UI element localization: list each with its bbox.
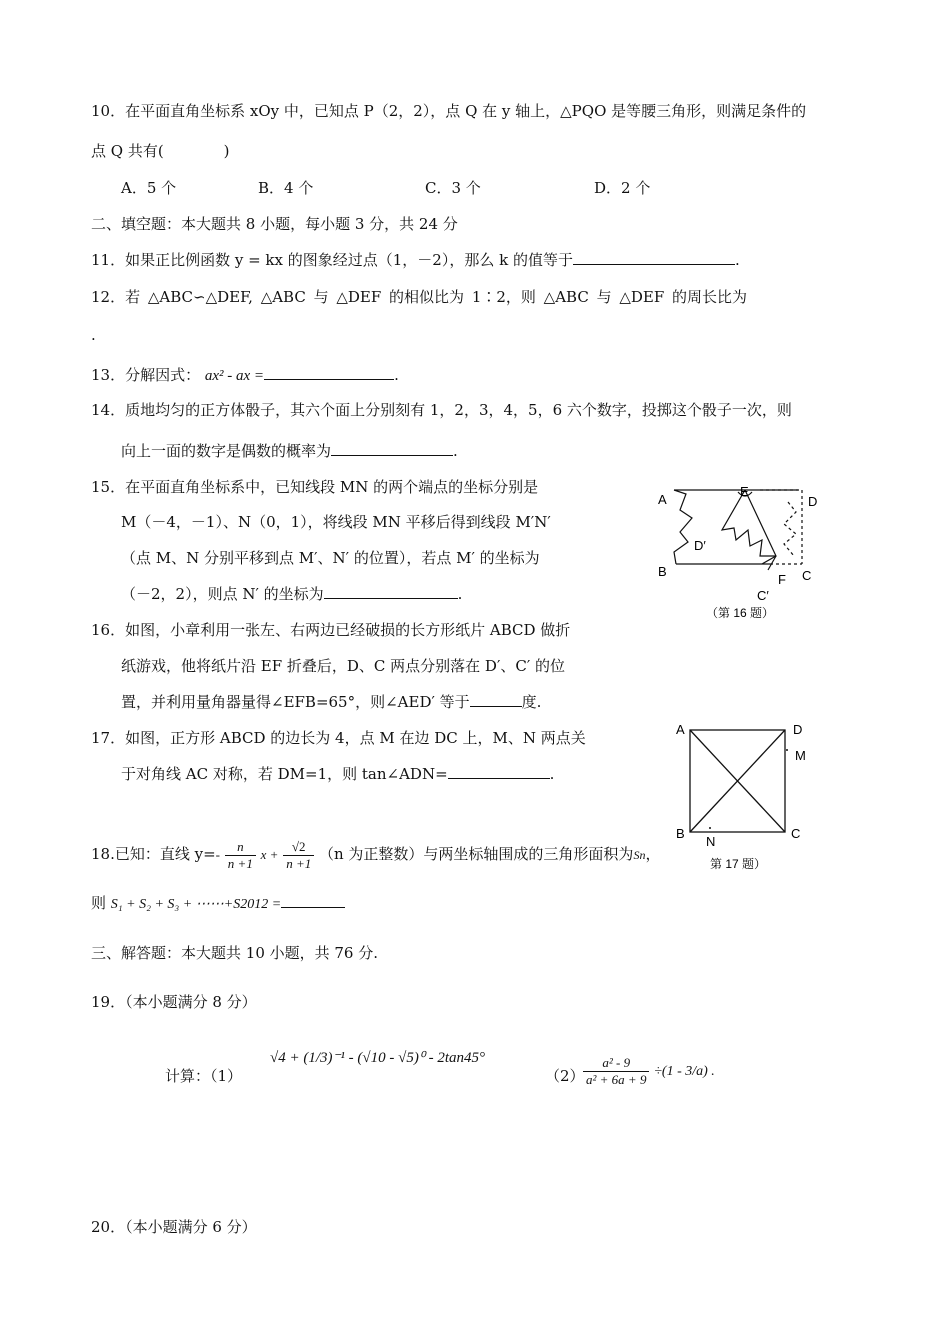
q18-line1 <box>91 836 660 876</box>
q10-line2: 点 Q 共有( ) <box>91 142 230 160</box>
fig16-dashed-torn <box>784 502 796 556</box>
q19-part2-label: （2） <box>545 1067 585 1085</box>
q19-fraction <box>583 1055 649 1088</box>
q18-fraction-1 <box>225 839 256 872</box>
q11-answer-blank[interactable] <box>573 250 735 265</box>
fig17-label-d: D <box>793 722 803 737</box>
q18-frac2-num: √2 <box>283 839 314 856</box>
q10-option-c: C．3 个 <box>425 179 481 197</box>
q15-line3: （点 M、N 分别平移到点 M′、N′ 的位置），若点 M′ 的坐标为 <box>121 549 540 567</box>
q18-sn: Sn <box>633 848 646 862</box>
q15-line2: M（－4，－1）、N（0，1），将线段 MN 平移后得到线段 M′N′ <box>121 513 551 531</box>
q18-fraction-2 <box>283 839 314 872</box>
q19-expr2 <box>583 1050 715 1094</box>
q18-sum: S₁ + S₂ + S₃ + ⋯⋯+S2012 = <box>110 897 282 912</box>
q18-frac1-num: n <box>225 839 256 856</box>
fig16-label-a: A <box>658 492 667 507</box>
q14-end: . <box>453 442 458 460</box>
q10-line1: 10．在平面直角坐标系 xOy 中，已知点 P（2，2），点 Q 在 y 轴上，△PQO 是等腰三角形，则满足条件的 <box>91 102 807 120</box>
q18-lead: 18.已知：直线 y= <box>91 845 216 863</box>
fig16-label-dprime: D′ <box>694 538 706 553</box>
q17-line2 <box>121 764 554 784</box>
fig17-label-n: N <box>706 834 716 849</box>
q18-line2-lead: 则 <box>91 894 107 912</box>
q18-comma: ， <box>645 845 661 863</box>
section3-heading: 三、解答题：本大题共 10 小题，共 76 分. <box>91 944 379 962</box>
figure-16 <box>650 480 830 625</box>
q15-answer-blank[interactable] <box>324 584 458 599</box>
q20-title: 20．（本小题满分 6 分） <box>91 1218 257 1236</box>
q19-tail: ÷(1 - 3/a) . <box>654 1064 715 1079</box>
fig16-label-cprime: C′ <box>757 588 769 603</box>
q14-line2-text: 向上一面的数字是偶数的概率为 <box>121 442 332 460</box>
q17-line2-text: 于对角线 AC 对称，若 DM=1，则 tan∠ADN= <box>121 765 448 783</box>
q16-answer-blank[interactable] <box>470 692 522 707</box>
q18-frac1-den: n +1 <box>227 855 253 871</box>
q11 <box>91 250 740 270</box>
q13 <box>91 365 399 386</box>
q19-title: 19．（本小题满分 8 分） <box>91 993 257 1011</box>
q17-answer-blank[interactable] <box>448 764 550 779</box>
fig16-left-torn-edge <box>674 490 692 564</box>
fig16-label-e: E <box>740 484 749 499</box>
fig17-label-m: M <box>795 748 806 763</box>
q16-end: 度. <box>521 693 542 711</box>
fig17-caption: 第 17 题） <box>710 857 767 871</box>
q15-end: . <box>457 585 463 603</box>
figure-17 <box>670 716 830 874</box>
q15-line4 <box>121 584 462 604</box>
q10-option-d: D．2 个 <box>594 179 651 197</box>
q18-answer-blank[interactable] <box>281 893 345 908</box>
q12-line2: . <box>91 326 96 344</box>
q16-line3-text: 置，并利用量角器量得∠EFB=65°，则∠AED′ 等于 <box>121 693 470 711</box>
fig17-label-b: B <box>676 826 685 841</box>
q11-text: 11．如果正比例函数 y = kx 的图象经过点（1，－2），那么 k 的值等于 <box>91 251 573 269</box>
q15-line4-text: （－2，2），则点 N′ 的坐标为 <box>121 585 324 603</box>
q10-option-a: A．5 个 <box>121 179 177 197</box>
fig16-label-b: B <box>658 564 667 579</box>
q19-frac-num: a² - 9 <box>583 1055 649 1072</box>
q11-end: . <box>734 251 740 269</box>
q16-line1: 16．如图，小章利用一张左、右两边已经破损的长方形纸片 ABCD 做折 <box>91 621 571 639</box>
fig17-point-m <box>786 749 788 751</box>
q12-line1: 12．若 △ABC∽△DEF, △ABC 与 △DEF 的相似比为 1∶2，则 △ABC 与 △DEF 的周长比为 <box>91 288 748 306</box>
q19-expr1: √4 + (1/3)⁻¹ - (√10 - √5)⁰ - 2tan45° <box>270 1050 486 1066</box>
q19-frac-den: a² + 6a + 9 <box>586 1071 647 1087</box>
q13-expr: ax² - ax = <box>204 368 265 384</box>
fig17-label-a: A <box>676 722 685 737</box>
fig17-point-n <box>709 827 711 829</box>
q18-line2 <box>91 893 345 915</box>
q16-line3 <box>121 692 541 712</box>
section2-heading: 二、填空题：本大题共 8 小题，每小题 3 分，共 24 分 <box>91 215 458 233</box>
q17-end: . <box>549 765 555 783</box>
q18-frac2-den: n +1 <box>286 855 312 871</box>
fig16-label-f: F <box>778 572 786 587</box>
q14-answer-blank[interactable] <box>331 441 453 456</box>
q13-answer-blank[interactable] <box>264 365 394 380</box>
q14-line1: 14．质地均匀的正方体骰子，其六个面上分别刻有 1，2，3，4，5，6 六个数字，投掷这个骰子一次，则 <box>91 401 792 419</box>
q16-line2: 纸游戏，他将纸片沿 EF 折叠后，D、C 两点分别落在 D′、C′ 的位 <box>121 657 566 675</box>
q13-end: . <box>394 366 399 384</box>
q15-line1: 15．在平面直角坐标系中，已知线段 MN 的两个端点的坐标分别是 <box>91 478 539 496</box>
q17-line1: 17．如图，正方形 ABCD 的边长为 4，点 M 在边 DC 上，M、N 两点关 <box>91 729 586 747</box>
q14-line2 <box>121 441 458 461</box>
fig17-label-c: C <box>791 826 801 841</box>
q18-paren: （n 为正整数）与两坐标轴围成的三角形面积为 <box>319 845 634 863</box>
q18-x-plus: x + <box>260 847 279 862</box>
q19-calc-label: 计算：（1） <box>165 1067 243 1085</box>
q13-lead: 13．分解因式： <box>91 366 201 384</box>
q18-neg: - <box>215 847 221 862</box>
fig16-label-c: C <box>802 568 812 583</box>
fig16-label-d: D <box>808 494 818 509</box>
fig16-caption: （第 16 题） <box>706 606 775 620</box>
q10-option-b: B．4 个 <box>258 179 314 197</box>
